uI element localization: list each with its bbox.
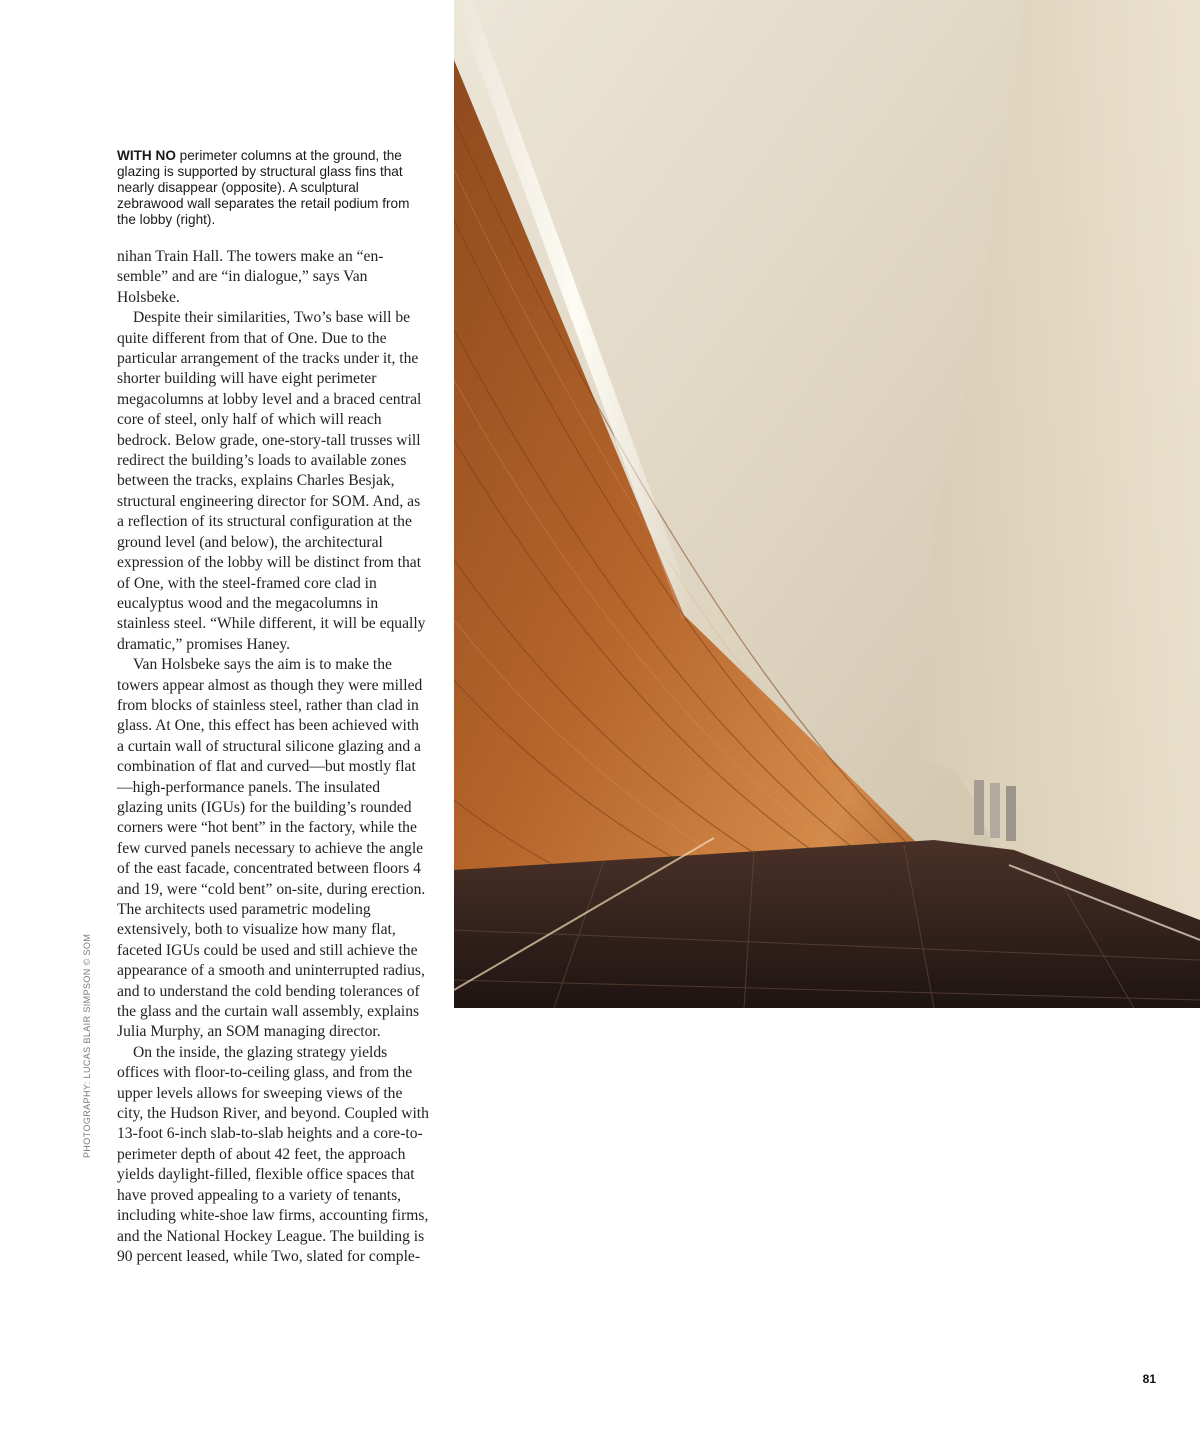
caption-text: perimeter columns at the ground, the glazing is supported by structural glass fins that nearly disappear (opposite). A sculptural zebrawood wall separates the retail podium from the lobby (right). xyxy=(117,148,410,227)
caption-lead: WITH NO xyxy=(117,148,176,163)
photo-caption xyxy=(117,148,429,228)
lobby-illustration xyxy=(454,0,1200,1008)
lobby-photo xyxy=(454,0,1200,1008)
paragraph: On the inside, the glazing strategy yields offices with floor-to-ceiling glass, and from the upper levels allows for sweeping views of the city, the Hudson River, and beyond. Coupled with 13-foot 6-inch slab-to-slab heights and a core-to-perimeter depth of about 42 feet, the approach yields daylight-filled, flexible office spaces that have proved appealing to a variety of tenants, including white-shoe law firms, accounting firms, and the National Hockey League. The building is 90 percent leased, while Two, slated for comple- xyxy=(117,1043,429,1265)
article-body xyxy=(117,247,429,1267)
paragraph: nihan Train Hall. The towers make an “en-semble” and are “in dialogue,” says Van Holsbeke. xyxy=(117,248,384,306)
page-number: 81 xyxy=(1142,1372,1156,1386)
paragraph: Van Holsbeke says the aim is to make the towers appear almost as though they were milled from blocks of stainless steel, rather than clad in glass. At One, this effect has been achieved with a curtain wall of structural silicone glazing and a combination of flat and curved—but mostly flat—high-performance panels. The insulated glazing units (IGUs) for the building’s rounded corners were “hot bent” in the factory, while the few curved panels necessary to achieve the angle of the east facade, concentrated between floors 4 and 19, were “cold bent” on-site, during erection. The architects used parametric modeling extensively, both to visualize how many flat, faceted IGUs could be used and still achieve the appearance of a smooth and uninterrupted radius, and to understand the cold bending tolerances of the glass and the curtain wall assembly, explains Julia Murphy, an SOM managing director. xyxy=(117,656,426,1041)
photo-credit: PHOTOGRAPHY: LUCAS BLAIR SIMPSON © SOM xyxy=(82,933,92,1158)
paragraph: Despite their similarities, Two’s base will be quite different from that of One. Due to the particular arrangement of the tracks under it, the shorter building will have eight perimeter megacolumns at lobby level and a braced central core of steel, only half of which will reach bedrock. Below grade, one-story-tall trusses will redirect the building’s loads to available zones between the tracks, explains Charles Besjak, structural engineering director for SOM. And, as a reflection of its structural configuration at the ground level (and below), the architectural expression of the lobby will be distinct from that of One, with the steel-framed core clad in eucalyptus wood and the megacolumns in stainless steel. “While different, it will be equally dramatic,” promises Haney. xyxy=(117,309,426,653)
